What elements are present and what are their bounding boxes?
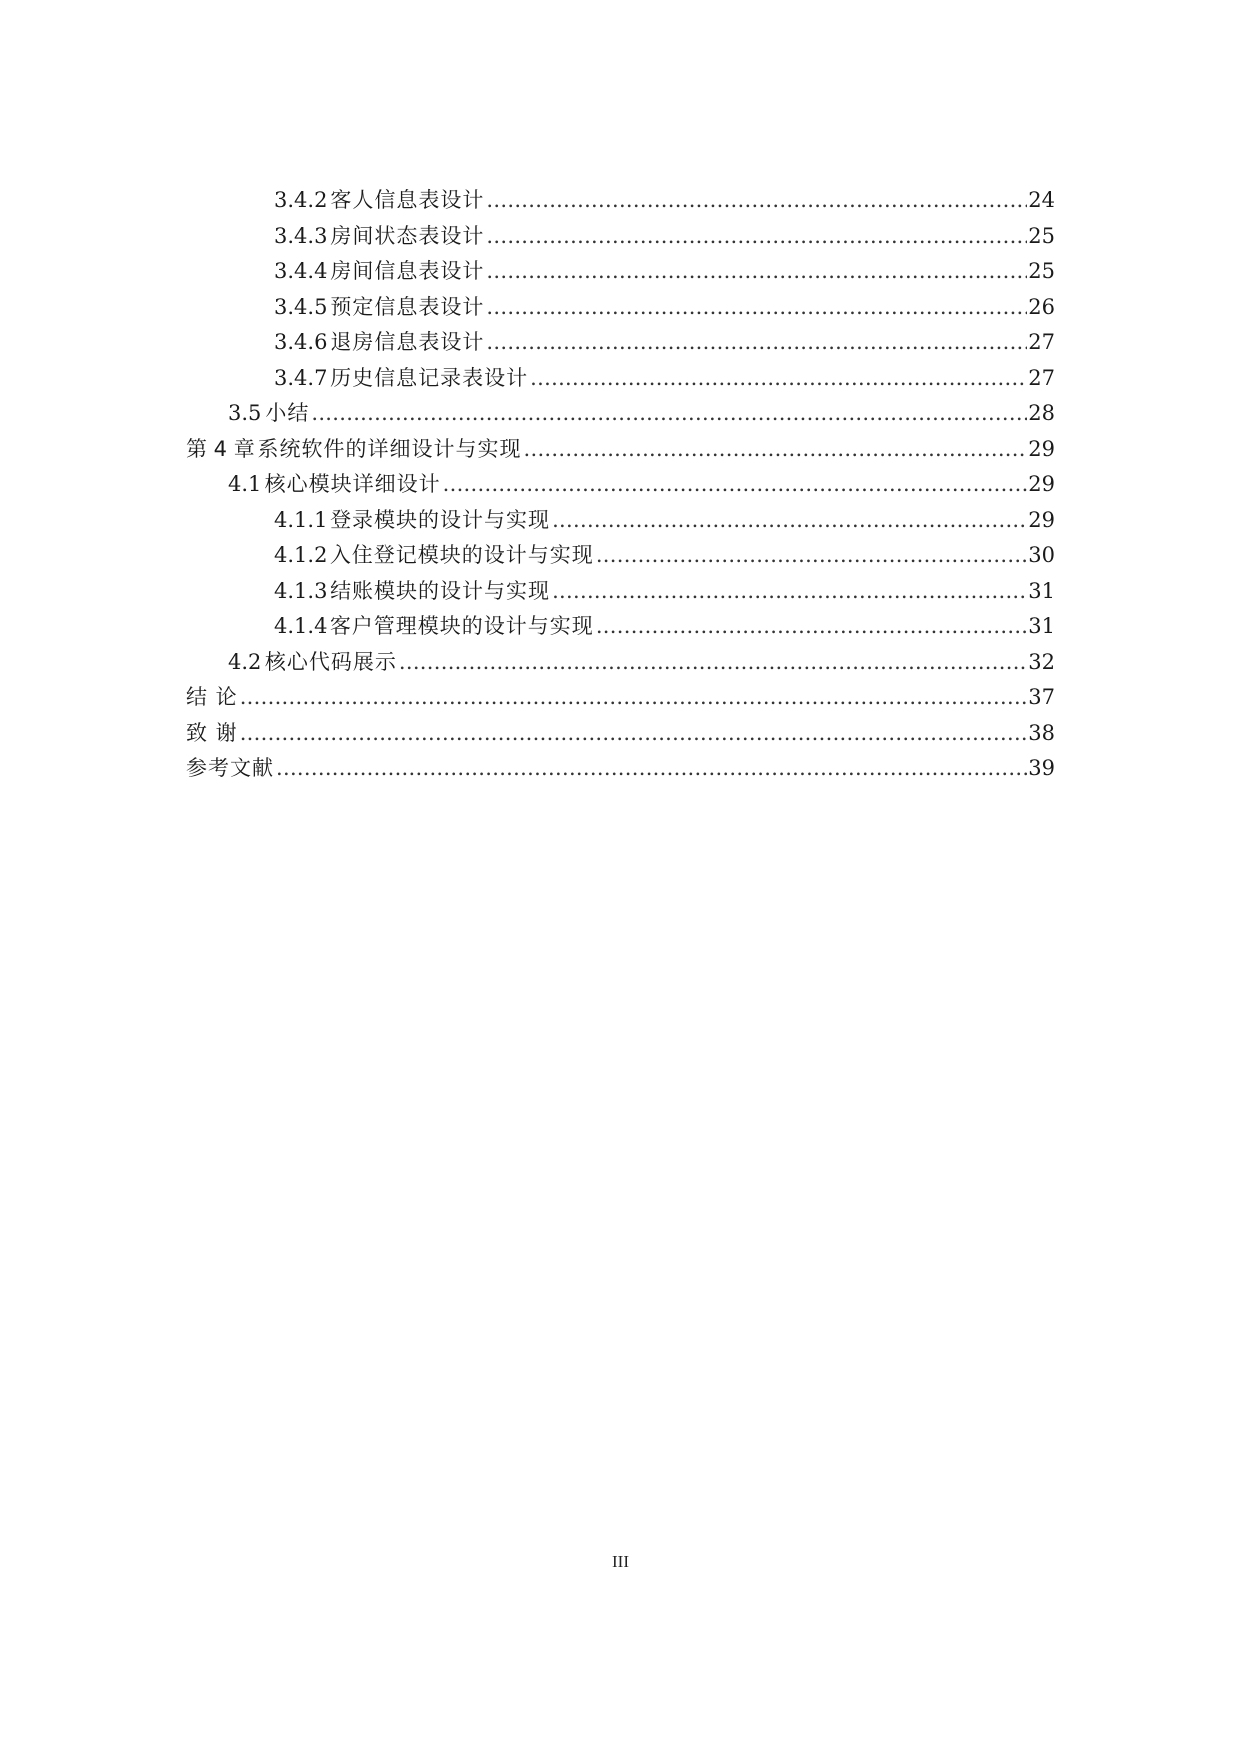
toc-entry-page: 29 xyxy=(1028,507,1055,532)
dot-leader xyxy=(240,716,1028,752)
page-number: III xyxy=(612,1552,629,1571)
dot-leader xyxy=(552,503,1027,539)
toc-entry[interactable] xyxy=(186,396,1055,432)
toc-entry-number: 4.1.2 xyxy=(274,543,328,567)
toc-entry[interactable] xyxy=(186,290,1055,326)
dot-leader xyxy=(596,609,1027,645)
toc-entry[interactable] xyxy=(186,503,1055,539)
toc-entry-number: 4.1.3 xyxy=(274,578,328,603)
toc-entry-page: 25 xyxy=(1028,259,1055,283)
toc-back-matter-entry[interactable] xyxy=(186,716,1055,752)
toc-entry-number: 4.2 xyxy=(228,649,262,674)
toc-entry[interactable] xyxy=(186,609,1055,645)
toc-entry[interactable] xyxy=(186,574,1055,610)
toc-entry[interactable] xyxy=(186,219,1055,255)
toc-entry[interactable] xyxy=(186,361,1055,397)
dot-leader xyxy=(552,574,1027,610)
dot-leader xyxy=(486,219,1027,255)
toc-entry[interactable] xyxy=(186,254,1055,290)
toc-chapter-entry[interactable] xyxy=(186,432,1055,468)
toc-entry-number: 3.4.6 xyxy=(274,330,328,354)
toc-entry-number: 3.4.4 xyxy=(274,259,328,283)
toc-entry-title: 退房信息表设计 xyxy=(330,330,485,354)
toc-entry-title: 核心模块详细设计 xyxy=(264,472,441,496)
dot-leader xyxy=(311,396,1027,432)
toc-entry-number: 3.4.2 xyxy=(274,188,328,212)
toc-entry-title: 登录模块的设计与实现 xyxy=(330,507,551,532)
toc-entry-number: 3.4.3 xyxy=(274,223,328,248)
toc-entry[interactable] xyxy=(186,325,1055,361)
toc-entry-title: 客户管理模块的设计与实现 xyxy=(329,614,594,638)
toc-entry-number: 4.1.1 xyxy=(274,507,328,532)
dot-leader xyxy=(399,645,1027,681)
dot-leader xyxy=(443,467,1028,503)
dot-leader xyxy=(240,680,1028,716)
toc-entry-title: 历史信息记录表设计 xyxy=(330,365,529,390)
toc-entry-page: 39 xyxy=(1028,756,1055,780)
table-of-contents xyxy=(186,183,1055,787)
toc-entry-title: 入住登记模块的设计与实现 xyxy=(329,543,594,567)
toc-entry-page: 31 xyxy=(1028,614,1055,638)
toc-entry[interactable] xyxy=(186,467,1055,503)
toc-entry-page: 27 xyxy=(1028,365,1055,390)
toc-entry-number: 4.1.4 xyxy=(274,614,328,638)
toc-entry[interactable] xyxy=(186,538,1055,574)
toc-back-matter-entry[interactable] xyxy=(186,751,1055,787)
dot-leader xyxy=(596,538,1027,574)
dot-leader xyxy=(486,183,1027,219)
dot-leader xyxy=(276,751,1027,787)
toc-entry-title: 参考文献 xyxy=(186,756,274,780)
toc-entry-number: 3.4.5 xyxy=(274,294,328,319)
toc-entry[interactable] xyxy=(186,183,1055,219)
toc-entry-number: 4.1 xyxy=(228,472,262,496)
toc-entry-page: 29 xyxy=(1028,436,1055,461)
toc-entry-title: 结账模块的设计与实现 xyxy=(330,578,551,603)
toc-entry-page: 37 xyxy=(1028,685,1055,709)
toc-entry-title: 结 论 xyxy=(186,685,238,709)
toc-entry-title: 核心代码展示 xyxy=(264,649,397,674)
toc-entry-page: 38 xyxy=(1028,720,1055,745)
toc-entry-title: 客人信息表设计 xyxy=(330,188,485,212)
toc-entry-page: 26 xyxy=(1028,294,1055,319)
toc-entry-number: 第 4 章 xyxy=(186,436,255,461)
dot-leader xyxy=(524,432,1028,468)
dot-leader xyxy=(486,325,1027,361)
toc-entry-title: 房间状态表设计 xyxy=(330,223,485,248)
toc-entry-number: 3.5 xyxy=(228,401,262,425)
toc-entry-page: 31 xyxy=(1028,578,1055,603)
toc-entry-page: 30 xyxy=(1028,543,1055,567)
toc-entry-page: 32 xyxy=(1028,649,1055,674)
toc-entry[interactable] xyxy=(186,645,1055,681)
toc-entry-page: 25 xyxy=(1028,223,1055,248)
toc-entry-number: 3.4.7 xyxy=(274,365,328,390)
toc-entry-title: 致 谢 xyxy=(186,720,238,745)
toc-entry-page: 29 xyxy=(1028,472,1055,496)
toc-entry-title: 小结 xyxy=(265,401,310,425)
dot-leader xyxy=(530,361,1027,397)
dot-leader xyxy=(486,290,1027,326)
toc-entry-title: 系统软件的详细设计与实现 xyxy=(257,436,522,461)
toc-back-matter-entry[interactable] xyxy=(186,680,1055,716)
toc-entry-title: 预定信息表设计 xyxy=(330,294,485,319)
toc-entry-title: 房间信息表设计 xyxy=(330,259,485,283)
dot-leader xyxy=(486,254,1027,290)
toc-entry-page: 24 xyxy=(1028,188,1055,212)
toc-entry-page: 28 xyxy=(1028,401,1055,425)
toc-entry-page: 27 xyxy=(1028,330,1055,354)
